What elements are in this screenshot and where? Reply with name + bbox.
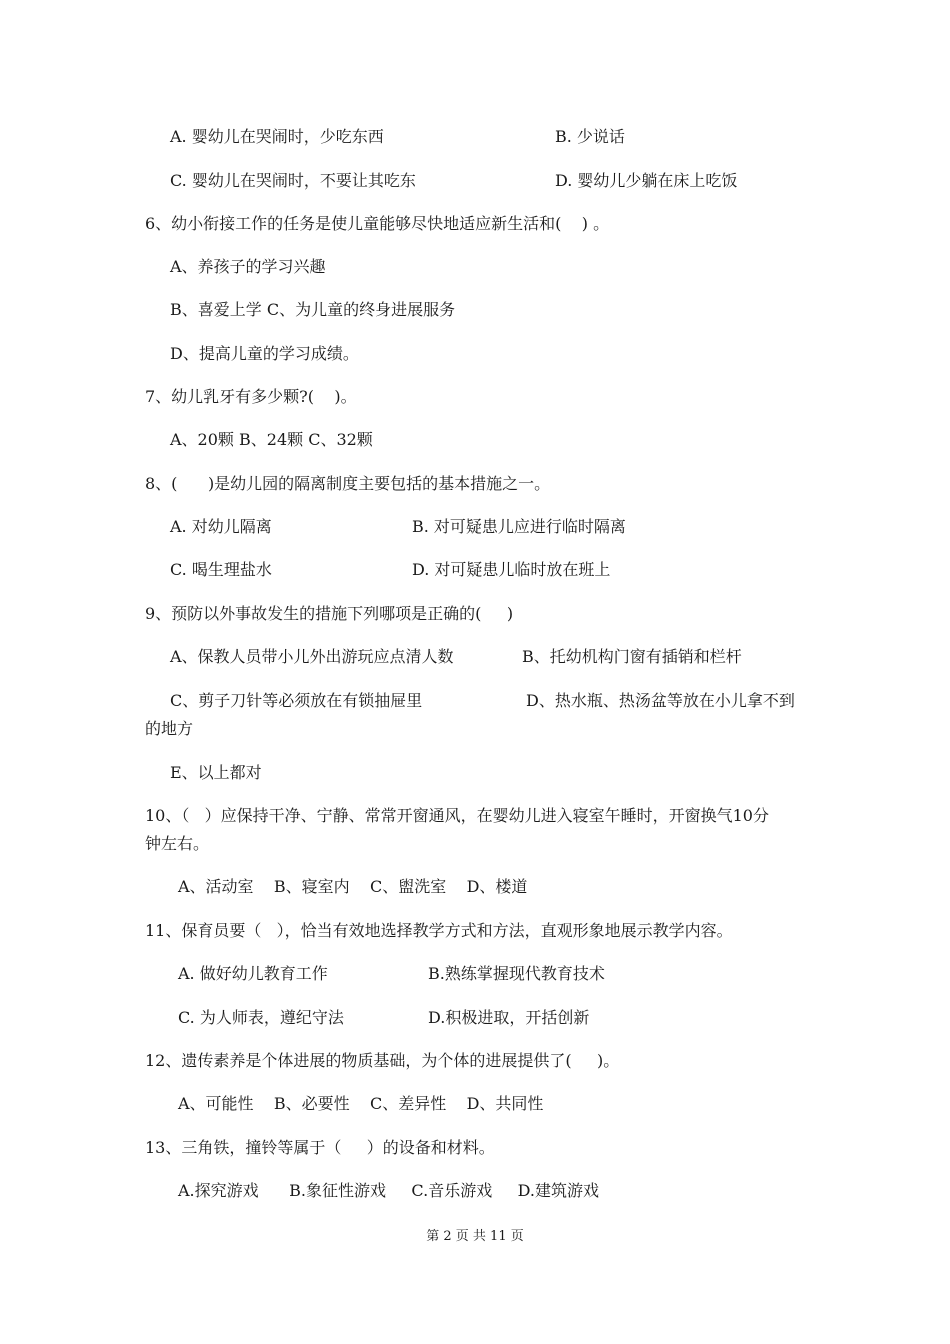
q9-option-c: C、剪子刀针等必须放在有锁抽屉里 <box>170 691 423 710</box>
q8-option-c: C. 喝生理盐水 <box>170 560 272 579</box>
q10-options: A、活动室 B、寝室内 C、盥洗室 D、楼道 <box>178 877 528 896</box>
q9-option-b: B、托幼机构门窗有插销和栏杆 <box>522 647 742 666</box>
q13-stem: 13、三角铁，撞铃等属于（ ）的设备和材料。 <box>145 1138 495 1157</box>
q12-options: A、可能性 B、必要性 C、差异性 D、共同性 <box>178 1094 544 1113</box>
q5-option-c: C. 婴幼儿在哭闹时，不要让其吃东 <box>170 171 416 190</box>
q11-option-b: B.熟练掌握现代教育技术 <box>428 964 605 983</box>
q13-options: A.探究游戏 B.象征性游戏 C.音乐游戏 D.建筑游戏 <box>178 1181 599 1200</box>
q7-stem: 7、幼儿乳牙有多少颗?( )。 <box>145 387 357 406</box>
q10-stem-continued: 钟左右。 <box>145 834 210 853</box>
q9-option-d-continued: 的地方 <box>145 719 194 738</box>
q6-option-a: A、养孩子的学习兴趣 <box>170 257 326 276</box>
q8-stem: 8、( )是幼儿园的隔离制度主要包括的基本措施之一。 <box>145 474 551 493</box>
q9-option-a: A、保教人员带小儿外出游玩应点清人数 <box>170 647 454 666</box>
q8-option-b: B. 对可疑患儿应进行临时隔离 <box>412 517 626 536</box>
q9-option-d: D、热水瓶、热汤盆等放在小儿拿不到 <box>526 691 795 710</box>
q11-option-a: A. 做好幼儿教育工作 <box>178 964 328 983</box>
page-number-footer: 第 2 页 共 11 页 <box>426 1229 524 1244</box>
q7-options: A、20颗 B、24颗 C、32颗 <box>170 430 373 449</box>
q9-stem: 9、预防以外事故发生的措施下列哪项是正确的( ) <box>145 604 514 623</box>
q5-option-d: D. 婴幼儿少躺在床上吃饭 <box>555 171 738 190</box>
q11-stem: 11、保育员要（ ），恰当有效地选择教学方式和方法，直观形象地展示教学内容。 <box>145 921 733 940</box>
q11-option-d: D.积极进取，开括创新 <box>428 1008 590 1027</box>
q11-option-c: C. 为人师表，遵纪守法 <box>178 1008 344 1027</box>
q9-option-e: E、以上都对 <box>170 763 262 782</box>
q8-option-d: D. 对可疑患儿临时放在班上 <box>412 560 611 579</box>
q10-stem: 10、（ ）应保持干净、宁静、常常开窗通风，在婴幼儿进入寝室午睡时，开窗换气10分 <box>145 806 769 825</box>
q5-option-a: A. 婴幼儿在哭闹时，少吃东西 <box>170 127 384 146</box>
q6-option-d: D、提高儿童的学习成绩。 <box>170 344 359 363</box>
q8-option-a: A. 对幼儿隔离 <box>170 517 272 536</box>
q6-stem: 6、幼小衔接工作的任务是使儿童能够尽快地适应新生活和( ) 。 <box>145 214 610 233</box>
q6-option-bc: B、喜爱上学 C、为儿童的终身进展服务 <box>170 300 456 319</box>
q5-option-b: B. 少说话 <box>555 127 625 146</box>
q12-stem: 12、遗传素养是个体进展的物质基础，为个体的进展提供了( )。 <box>145 1051 620 1070</box>
